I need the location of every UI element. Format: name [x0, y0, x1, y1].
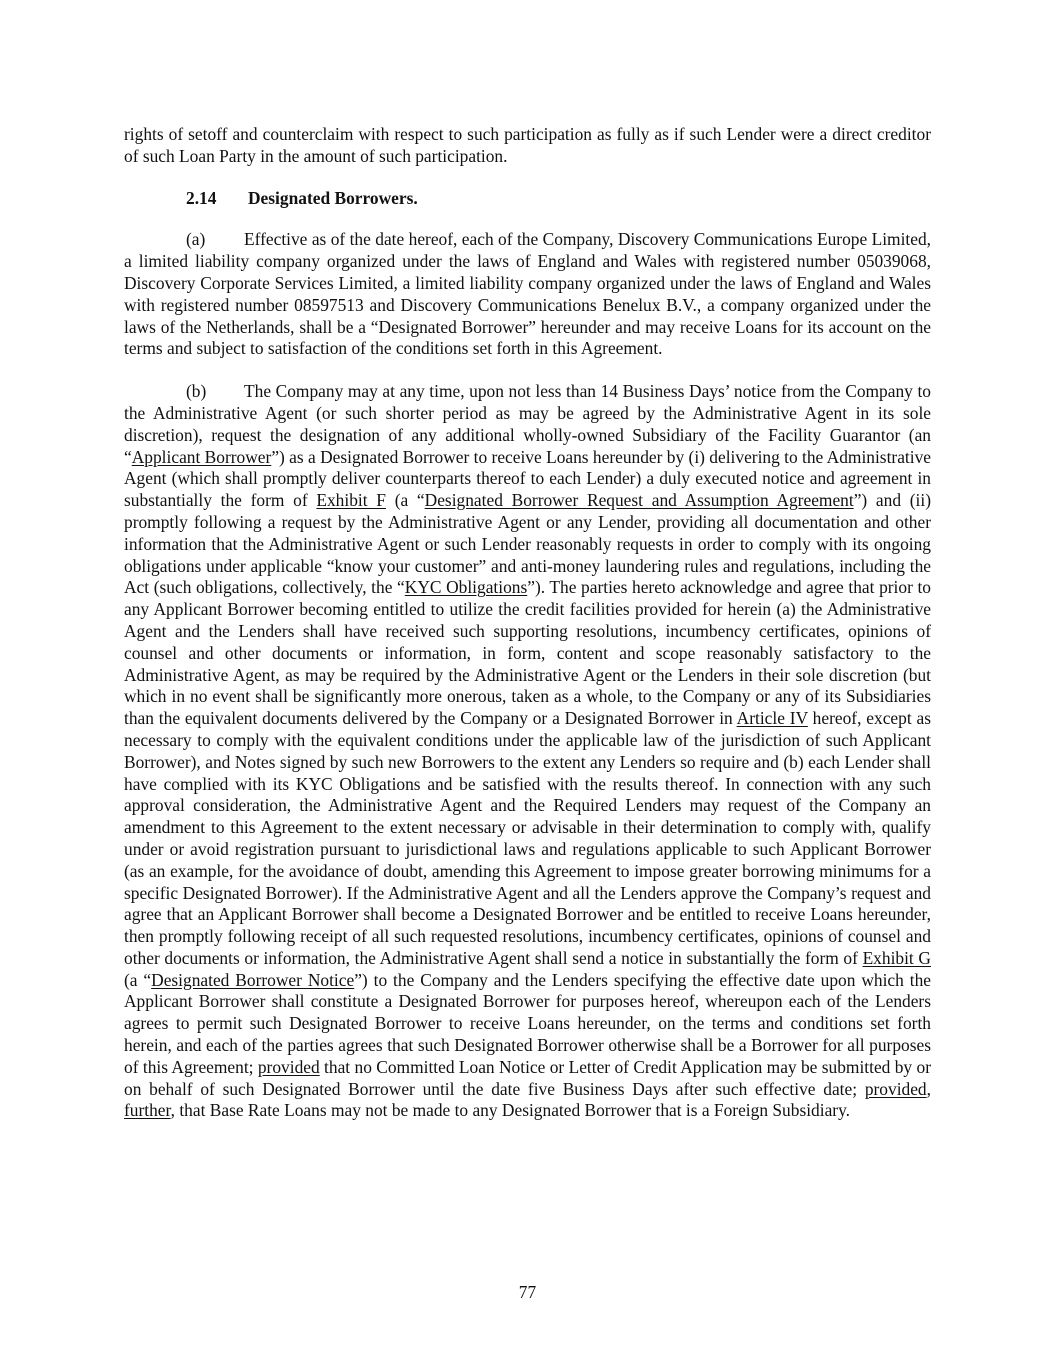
term-provided: provided	[257, 1056, 320, 1077]
paragraph-b-text: ”). The parties hereto acknowledge and agree that prior to any Applicant Borrower becoming entitled to utilize the credit facilities provided for herein (a) the Administrative Agent and the Lenders shall have received such supporting resolutions, incumbency certificates, opinions of counsel and other documents or information, in form, content and scope reasonably satisfactory to the Administrative Agent, as may be required by the Administrative Agent or the Lenders in their sole discretion (but which in no event shall be significantly more onerous, taken as a whole, to the Company or any of its Subsidiaries than the equivalent documents delivered by the Company or a Designated Borrower in	[124, 577, 932, 729]
paragraph-a	[124, 229, 931, 360]
paragraph-b-text: ,	[926, 1078, 931, 1099]
term-provided: provided	[864, 1078, 927, 1099]
paragraph-b-label: (b)	[186, 381, 207, 402]
section-number: 2.14	[186, 187, 217, 208]
term-kyc-obligations: KYC Obligations	[404, 577, 528, 598]
term-further: further	[124, 1100, 171, 1121]
paragraph-a-label: (a)	[186, 229, 206, 250]
intro-paragraph: rights of setoff and counterclaim with respect to such participation as fully as if such Lender were a direct creditor of such Loan Party in the amount of such participation.	[124, 124, 931, 166]
section-heading	[186, 188, 931, 210]
paragraph-b	[124, 381, 931, 1122]
ref-exhibit-f: Exhibit F	[316, 490, 386, 511]
document-page	[124, 124, 931, 1143]
paragraph-b-text: hereof, except as necessary to comply with the equivalent conditions under the applicable law of the jurisdiction of such Applicant Borrower), and Notes signed by such new Borrowers to the extent any Lenders so require and (b) each Lender shall have complied with its KYC Obligations and be satisfied with the results thereof. In connection with any such approval consideration, the Administrative Agent and the Required Lenders may request of the Company an amendment to this Agreement to the extent necessary or advisable in their determination to comply with, qualify under or avoid registration pursuant to jurisdictional laws and regulations applicable to such Applicant Borrower (as an example, for the avoidance of doubt, amending this Agreement to impose greater borrowing minimums for a specific Designated Borrower). If the Administrative Agent and all the Lenders approve the Company’s request and agree that an Applicant Borrower shall become a Designated Borrower and be entitled to receive Loans hereunder, then promptly following receipt of all such requested resolutions, incumbency certificates, opinions of counsel and other documents or information, the Administrative Agent shall send a notice in substantially the form of	[124, 708, 931, 968]
paragraph-b-text: ”) as a Designated Borrower to receive Loans hereunder by (i) delivering to the Administrative Agent (which shall promptly deliver counterparts thereof to each Lender) a duly executed notice and agreement in substantially the form of	[124, 446, 931, 511]
ref-exhibit-g: Exhibit G	[862, 947, 931, 968]
term-request-assumption-agreement: Designated Borrower Request and Assumption Agreement	[424, 490, 854, 511]
paragraph-b-text: that no Committed Loan Notice or Letter of Credit Application may be submitted by or on behalf of such Designated Borrower until the date five Business Days after such effective date;	[124, 1056, 931, 1099]
paragraph-b-text: ”) to the Company and the Lenders specifying the effective date upon which the Applicant Borrower shall constitute a Designated Borrower for purposes hereof, whereupon each of the Lenders agrees to permit such Designated Borrower to receive Loans hereunder, on the terms and conditions set forth herein, and each of the parties agrees that such Designated Borrower otherwise shall be a Borrower for all purposes of this Agreement;	[124, 969, 931, 1077]
term-designated-borrower-notice: Designated Borrower Notice	[151, 969, 355, 990]
paragraph-b-text: (a “	[124, 969, 152, 990]
paragraph-b-text: , that Base Rate Loans may not be made to any Designated Borrower that is a Foreign Subsidiary.	[170, 1100, 850, 1121]
page-number: 77	[518, 1282, 537, 1302]
paragraph-b-text: ”) and (ii) promptly following a request by the Administrative Agent or any Lender, providing all documentation and other information that the Administrative Agent or such Lender reasonably requests in order to comply with its ongoing obligations under applicable “know your customer” and anti-money laundering rules and regulations, including the Act (such obligations, collectively, the “	[124, 490, 932, 598]
paragraph-b-text: (a “	[385, 490, 425, 511]
ref-article-iv: Article IV	[736, 708, 808, 729]
paragraph-b-text: The Company may at any time, upon not less than 14 Business Days’ notice from the Company to the Administrative Agent (or such shorter period as may be agreed by the Administrative Agent in its sole discretion), request the designation of any additional wholly-owned Subsidiary of the Facility Guarantor (an “	[124, 381, 931, 467]
term-applicant-borrower: Applicant Borrower	[131, 446, 272, 467]
paragraph-a-text: Effective as of the date hereof, each of the Company, Discovery Communications Europe Limited, a limited liability company organized under the laws of England and Wales with registered number 05039068, Discovery Corporate Services Limited, a limited liability company organized under the laws of England and Wales with registered number 08597513 and Discovery Communications Benelux B.V., a company organized under the laws of the Netherlands, shall be a “Designated Borrower” hereunder and may receive Loans for its account on the terms and subject to satisfaction of the conditions set forth in this Agreement.	[124, 229, 931, 359]
section-title: Designated Borrowers.	[248, 187, 418, 208]
